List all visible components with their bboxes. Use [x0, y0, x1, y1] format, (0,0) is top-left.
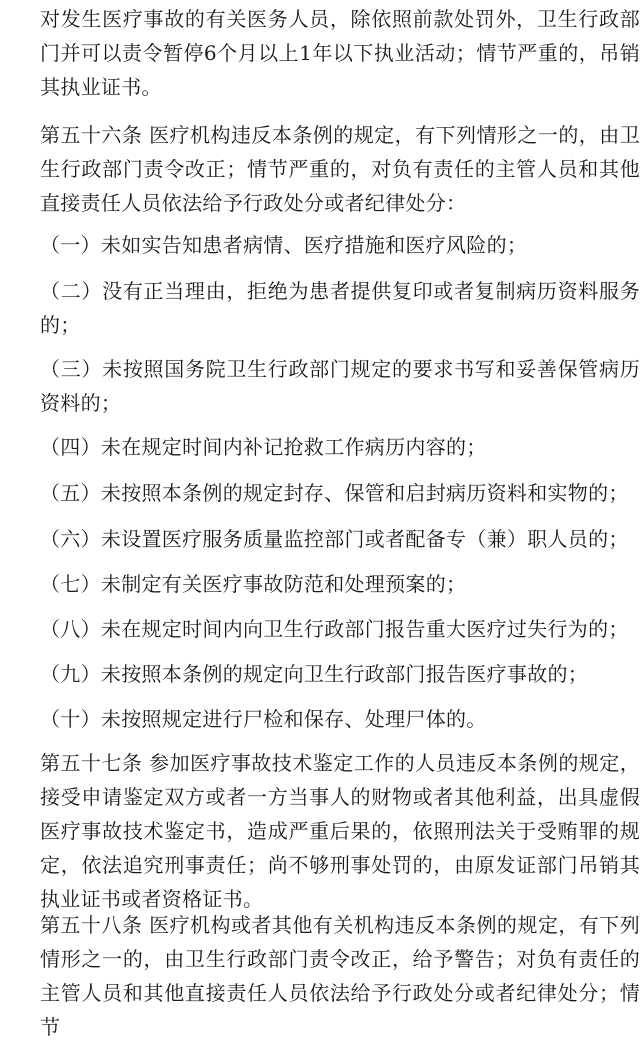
paragraph-article-57: 第五十七条 参加医疗事故技术鉴定工作的人员违反本条例的规定，接受申请鉴定双方或者一方当事人的财物或者其他利益，出具虚假医疗事故技术鉴定书，造成严重后果的，依照刑法关于受贿罪的规定，依法追究刑事责任；尚不够刑事处罚的，由原发证部门吊销其执业证书或者资格证书。 [40, 751, 640, 911]
list-item-8: （八）未在规定时间内向卫生行政部门报告重大医疗过失行为的； [40, 617, 629, 641]
paragraph-article-58: 第五十八条 医疗机构或者其他有关机构违反本条例的规定，有下列情形之一的，由卫生行政部门责令改正，给予警告；对负有责任的主管人员和其他直接责任人员依法给予行政处分或者纪律处分；情节 [40, 913, 640, 1039]
list-item-6: （六）未设置医疗服务质量监控部门或者配备专（兼）职人员的； [40, 527, 629, 551]
paragraph-medical-staff-penalty: 对发生医疗事故的有关医务人员，除依照前款处罚外，卫生行政部门并可以责令暂停6个月以上1年以下执业活动；情节严重的，吊销其执业证书。 [40, 7, 640, 99]
list-item-10: （十）未按照规定进行尸检和保存、处理尸体的。 [40, 707, 487, 731]
list-item-7: （七）未制定有关医疗事故防范和处理预案的； [40, 572, 467, 596]
list-item-4: （四）未在规定时间内补记抢救工作病历内容的； [40, 435, 487, 459]
list-item-9: （九）未按照本条例的规定向卫生行政部门报告医疗事故的； [40, 662, 589, 686]
list-item-1: （一）未如实告知患者病情、医疗措施和医疗风险的； [40, 233, 528, 257]
list-item-3: （三）未按照国务院卫生行政部门规定的要求书写和妥善保管病历资料的； [40, 357, 640, 415]
list-item-2: （二）没有正当理由，拒绝为患者提供复印或者复制病历资料服务的； [40, 279, 640, 337]
paragraph-article-56: 第五十六条 医疗机构违反本条例的规定，有下列情形之一的，由卫生行政部门责令改正；情节严重的，对负有责任的主管人员和其他直接责任人员依法给予行政处分或者纪律处分： [40, 123, 640, 215]
list-item-5: （五）未按照本条例的规定封存、保管和启封病历资料和实物的； [40, 481, 629, 505]
